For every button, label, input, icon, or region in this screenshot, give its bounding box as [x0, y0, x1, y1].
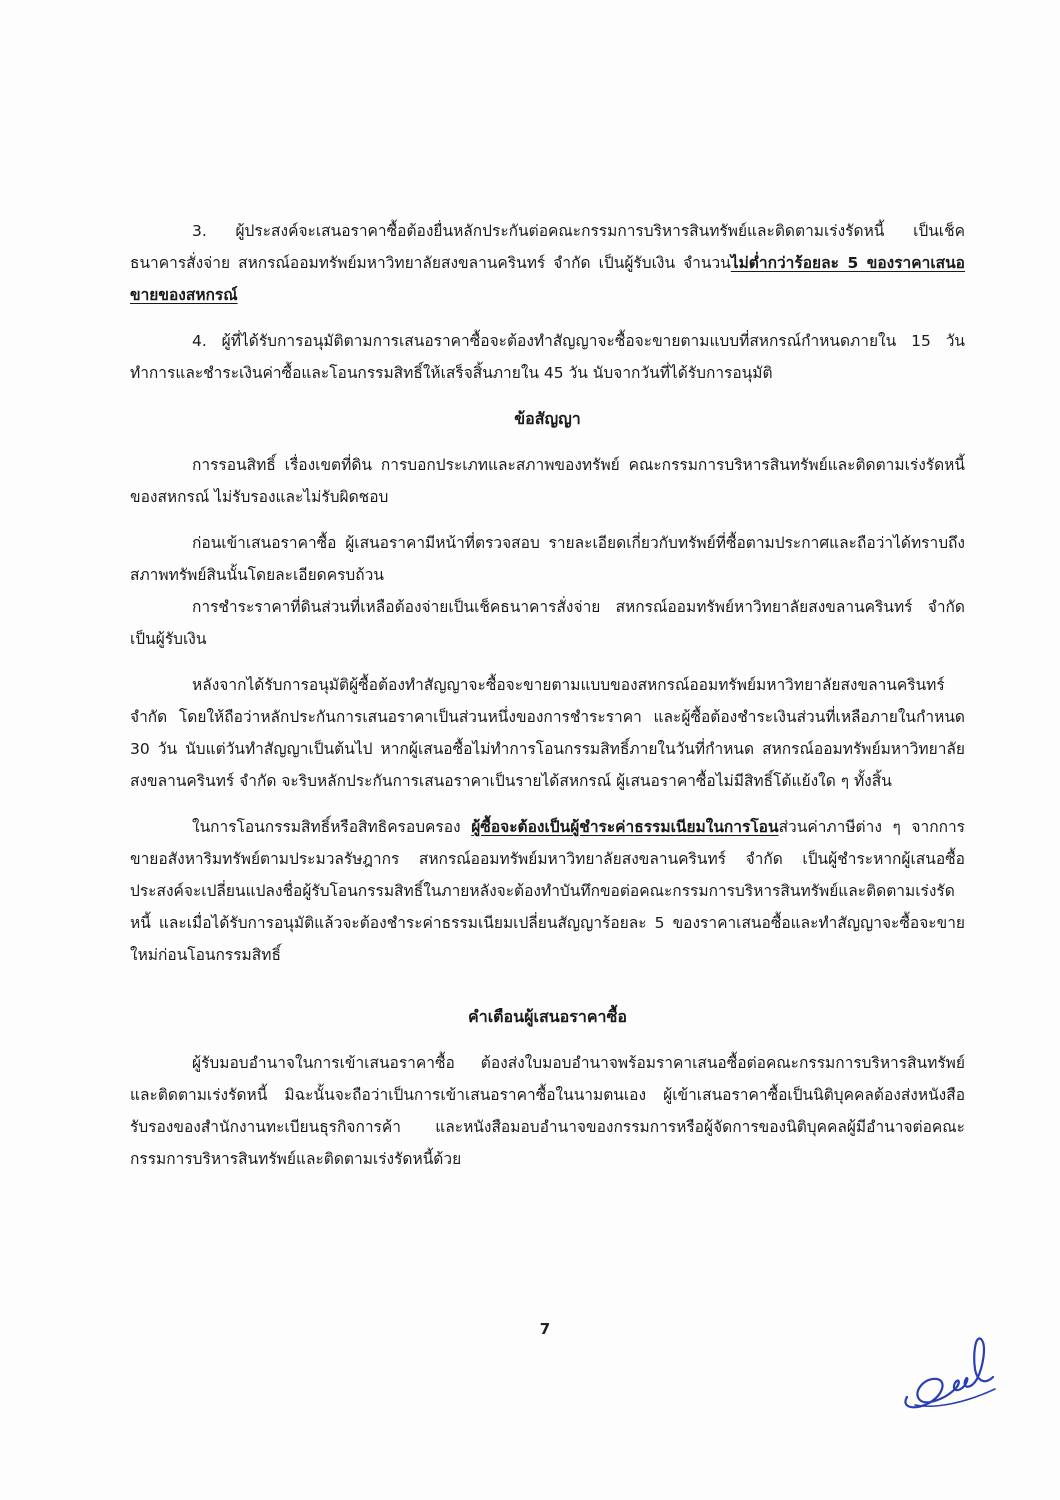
paragraph-3-text: 3. ผู้ประสงค์จะเสนอราคาซื้อต้องยื่นหลักประกันต่อคณะกรรมการบริหารสินทรัพย์และติดตามเร่งรัดหนี้ เป็นเช็คธนาคารสั่งจ่าย สหกรณ์ออมทรัพย์มหาวิทยาลัยสงขลานครินทร์ จำกัด เป็นผู้รับเงิน จำนวน: [130, 222, 965, 272]
contract-paragraph-4: หลังจากได้รับการอนุมัติผู้ซื้อต้องทำสัญญาจะซื้อจะขายตามแบบของสหกรณ์ออมทรัพย์มหาวิทยาลัยสงขลานครินทร์ จำกัด โดยให้ถือว่าหลักประกันการเสนอราคาเป็นส่วนหนึ่งของการชำระราคา และผู้ซื้อต้องชำระเงินส่วนที่เหลือภายในกำหนด 30 วัน นับแต่วันทำสัญญาเป็นต้นไป หากผู้เสนอซื้อไม่ทำการโอนกรรมสิทธิ์ภายในวันที่กำหนด สหกรณ์ออมทรัพย์มหาวิทยาลัยสงขลานครินทร์ จำกัด จะริบหลักประกันการเสนอราคาเป็นรายได้สหกรณ์ ผู้เสนอราคาซื้อไม่มีสิทธิ์โต้แย้งใด ๆ ทั้งสิ้น: [130, 676, 965, 790]
contract-paragraph-2: ก่อนเข้าเสนอราคาซื้อ ผู้เสนอราคามีหน้าที่ตรวจสอบ รายละเอียดเกี่ยวกับทรัพย์ที่ซื้อตามประกาศและถือว่าได้ทราบถึงสภาพทรัพย์สินนั้นโดยละเอียดครบถ้วน: [130, 534, 965, 584]
heading-warning: คำเตือนผู้เสนอราคาซื้อ: [468, 1007, 627, 1026]
page-number: 7: [539, 1320, 551, 1338]
contract-paragraph-5: [130, 811, 965, 971]
paragraph-4: 4. ผู้ที่ได้รับการอนุมัติตามการเสนอราคาซื้อจะต้องทำสัญญาจะซื้อจะขายตามแบบที่สหกรณ์กำหนดภายใน 15 วันทำการและชำระเงินค่าซื้อและโอนกรรมสิทธิ์ให้เสร็จสิ้นภายใน 45 วัน นับจากวันที่ได้รับการอนุมัติ: [130, 332, 965, 382]
paragraph-3: [130, 215, 965, 311]
contract-paragraph-5-after: ส่วนค่าภาษีต่าง ๆ จากการขายอสังหาริมทรัพย์ตามประมวลรัษฎากร สหกรณ์ออมทรัพย์มหาวิทยาลัยสงขลานครินทร์ จำกัด เป็นผู้ชำระหากผู้เสนอซื้อประสงค์จะเปลี่ยนแปลงชื่อผู้รับโอนกรรมสิทธิ์ในภายหลังจะต้องทำบันทึกขอต่อคณะกรรมการบริหารสินทรัพย์และติดตามเร่งรัดหนี้ และเมื่อได้รับการอนุมัติแล้วจะต้องชำระค่าธรรมเนียมเปลี่ยนสัญญาร้อยละ 5 ของราคาเสนอซื้อและทำสัญญาจะซื้อจะขายใหม่ก่อนโอนกรรมสิทธิ์: [130, 818, 966, 964]
contract-paragraph-5-emphasis: ผู้ซื้อจะต้องเป็นผู้ชำระค่าธรรมเนียมในการโอน: [471, 818, 779, 836]
contract-paragraph-3: การชำระราคาที่ดินส่วนที่เหลือต้องจ่ายเป็นเช็คธนาคารสั่งจ่าย สหกรณ์ออมทรัพย์หาวิทยาลัยสงขลานครินทร์ จำกัด เป็นผู้รับเงิน: [130, 598, 965, 648]
heading-contract: ข้อสัญญา: [514, 409, 581, 428]
contract-paragraph-5-before: ในการโอนกรรมสิทธิ์หรือสิทธิครอบครอง: [192, 818, 472, 836]
contract-paragraph-1: การรอนสิทธิ์ เรื่องเขตที่ดิน การบอกประเภทและสภาพของทรัพย์ คณะกรรมการบริหารสินทรัพย์และติดตามเร่งรัดหนี้ของสหกรณ์ ไม่รับรองและไม่รับผิดชอบ: [130, 456, 965, 506]
paragraph-3-emphasis: ไม่ต่ำกว่าร้อยละ 5 ของราคาเสนอขายของสหกรณ์: [130, 254, 965, 304]
signature-icon: [895, 1315, 1005, 1425]
warning-paragraph-1: ผู้รับมอบอำนาจในการเข้าเสนอราคาซื้อ ต้องส่งใบมอบอำนาจพร้อมราคาเสนอซื้อต่อคณะกรรมการบริหารสินทรัพย์และติดตามเร่งรัดหนี้ มิฉะนั้นจะถือว่าเป็นการเข้าเสนอราคาซื้อในนามตนเอง ผู้เข้าเสนอราคาซื้อเป็นนิติบุคคลต้องส่งหนังสือรับรองของสำนักงานทะเบียนธุรกิจการค้า และหนังสือมอบอำนาจของกรรมการหรือผู้จัดการของนิติบุคคลผู้มีอำนาจต่อคณะกรรมการบริหารสินทรัพย์และติดตามเร่งรัดหนี้ด้วย: [130, 1054, 965, 1168]
document-body: [130, 215, 965, 1175]
